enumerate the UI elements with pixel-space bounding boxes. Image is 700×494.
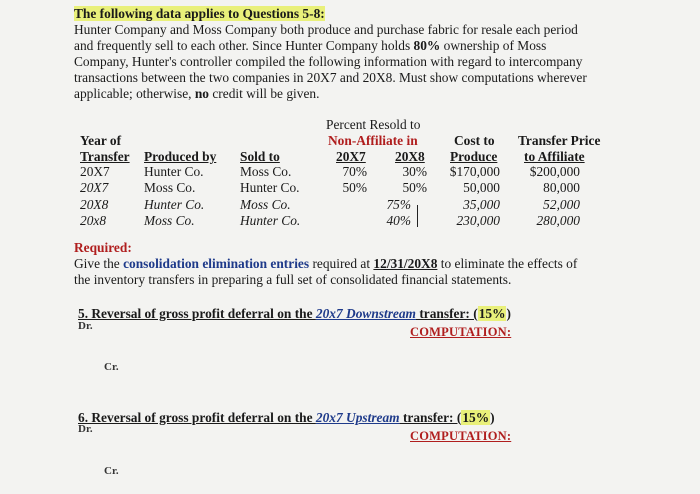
table-cell-pct-20x7: 50% [342, 180, 367, 195]
header-transfer-price-2: to Affiliate [524, 149, 585, 164]
table-cell-produced: Moss Co. [144, 180, 196, 195]
intro-line-1: Hunter Company and Moss Company both produce and purchase fabric for resale each period [74, 22, 578, 37]
q6-debit-label: Dr. [78, 423, 93, 435]
q6-title: 6. Reversal of gross profit deferral on the 20x7 Upstream transfer: (15%) [78, 410, 495, 425]
q6-percent: 15% [462, 410, 490, 425]
table-cell-transfer-price: 80,000 [543, 180, 580, 195]
table-cell-transfer-price: $200,000 [529, 164, 580, 179]
header-percent-resold: Percent Resold to [326, 117, 421, 132]
table-cell-sold: Hunter Co. [240, 180, 300, 195]
header-cost-2: Produce [450, 149, 498, 164]
q5-debit-label: Dr. [78, 320, 93, 332]
required-section [74, 240, 634, 288]
q6-credit-label: Cr. [104, 465, 119, 477]
required-line-1: Give the consolidation elimination entries required at 12/31/20X8 to eliminate the effects of [74, 256, 578, 271]
intro-line-5: applicable; otherwise, no credit will be given. [74, 86, 320, 101]
table-cell-produced: Moss Co. [144, 213, 195, 228]
table-cell-sold: Moss Co. [240, 164, 292, 179]
table-cell-year: 20X7 [80, 180, 109, 195]
header-sold-to: Sold to [240, 149, 280, 164]
intro-heading-line [74, 6, 634, 22]
table-cell-pct-20x8: 30% [402, 164, 427, 179]
table-cell-year: 20X8 [80, 197, 109, 212]
table-cell-produced: Hunter Co. [144, 164, 204, 179]
intro-line-2: and frequently sell to each other. Since Hunter Company holds 80% ownership of Moss [74, 38, 547, 53]
intro-heading: The following data applies to Questions 5-8: [74, 6, 325, 21]
table-cell-pct-20x7: 70% [342, 164, 367, 179]
q5-computation-label: COMPUTATION: [410, 325, 512, 339]
required-title-line: Required: [74, 240, 132, 255]
table-cell-cost: 50,000 [463, 180, 500, 195]
q5-credit-label: Cr. [104, 361, 119, 373]
table-cell-cost: $170,000 [449, 164, 500, 179]
table-cell-pct-20x8: 40% [386, 213, 411, 228]
table-cell-sold: Hunter Co. [240, 213, 301, 228]
intro-line-3: Company, Hunter's controller compiled the following information with regard to intercompany [74, 54, 583, 69]
table-cell-produced: Hunter Co. [144, 197, 205, 212]
q6-computation-label: COMPUTATION: [410, 429, 512, 443]
header-year-1: Year of [80, 133, 122, 148]
table-cell-cost: 35,000 [463, 197, 500, 212]
q5-title: 5. Reversal of gross profit deferral on the 20x7 Downstream transfer: (15%) [78, 306, 511, 321]
header-non-affiliate: Non-Affiliate in [328, 133, 418, 148]
header-cost-1: Cost to [454, 133, 495, 148]
table-cell-sold: Moss Co. [240, 197, 291, 212]
header-20x7: 20X7 [336, 149, 366, 164]
q5-percent: 15% [478, 306, 506, 321]
intro-line-4: transactions between the two companies in 20X7 and 20X8. Must show computations wherever [74, 70, 587, 85]
table-cell-transfer-price: 280,000 [536, 213, 580, 228]
header-20x8: 20X8 [395, 149, 425, 164]
table-cell-year: 20x8 [80, 213, 107, 228]
table-cell-pct-20x8: 50% [402, 180, 427, 195]
required-line-2: the inventory transfers in preparing a full set of consolidated financial statements. [74, 272, 512, 287]
header-year-2: Transfer [80, 149, 130, 164]
intro-paragraph [74, 6, 634, 102]
table-divider-mark [417, 205, 418, 227]
required-title: Required [74, 240, 128, 255]
table-cell-transfer-price: 52,000 [543, 197, 580, 212]
header-produced-by: Produced by [144, 149, 217, 164]
table-cell-year: 20X7 [80, 164, 110, 179]
table-cell-cost: 230,000 [456, 213, 500, 228]
header-transfer-price-1: Transfer Price [518, 133, 601, 148]
table-cell-pct-20x8: 75% [386, 197, 411, 212]
